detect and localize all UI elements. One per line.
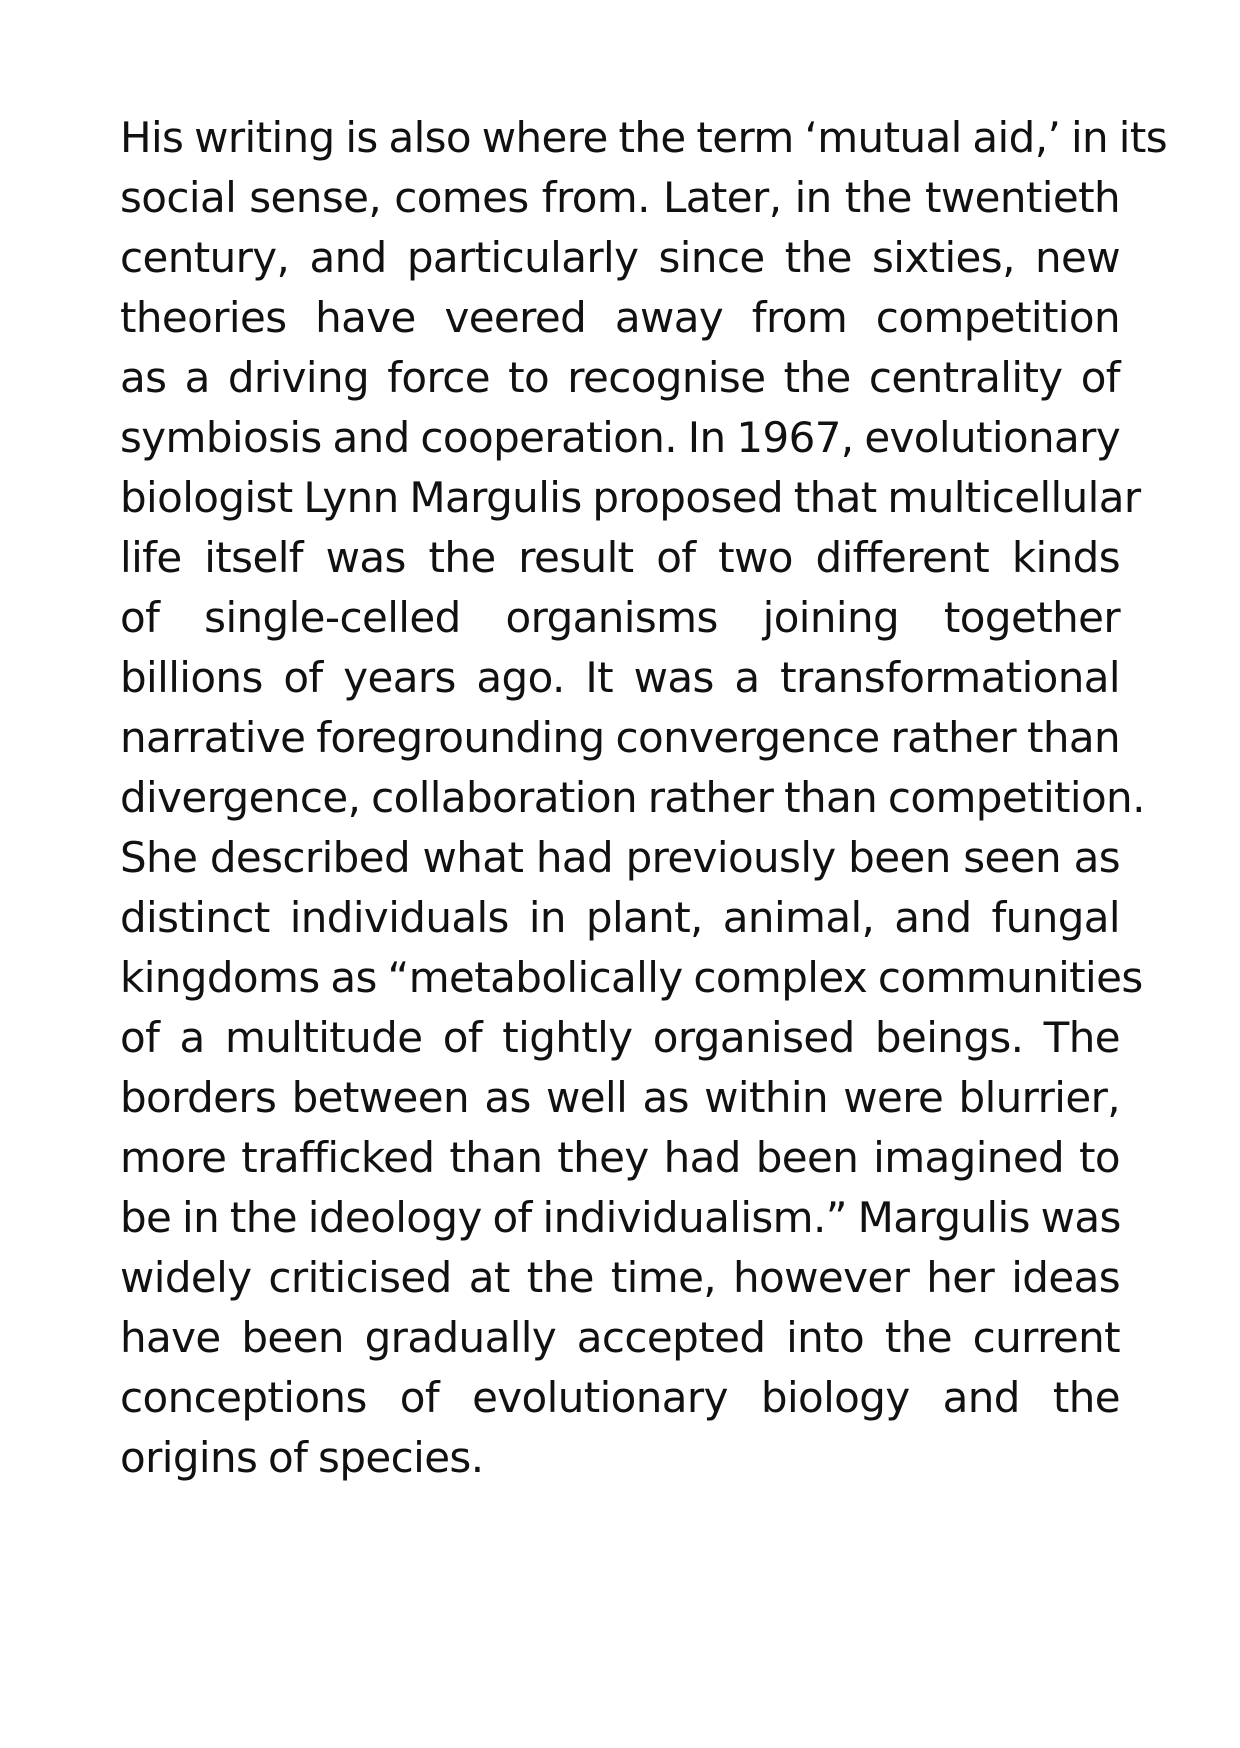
paragraph-line: kingdoms as “metabolically complex communities <box>120 953 1143 1002</box>
paragraph-line: divergence, collaboration rather than competition. <box>120 773 1145 822</box>
paragraph-line: be in the ideology of individualism.” Margulis was <box>120 1193 1121 1242</box>
paragraph-line: life itself was the result of two different kinds <box>120 533 1120 582</box>
paragraph-line: have been gradually accepted into the current <box>120 1313 1120 1362</box>
paragraph-line: century, and particularly since the sixties, new <box>120 233 1120 282</box>
paragraph-line: of single-celled organisms joining together <box>120 593 1120 642</box>
paragraph-line: symbiosis and cooperation. In 1967, evolutionary <box>120 413 1121 462</box>
paragraph-line: social sense, comes from. Later, in the twentieth <box>120 173 1120 222</box>
paragraph-line: His writing is also where the term ‘mutual aid,’ in its <box>120 113 1167 162</box>
body-paragraph <box>120 108 1167 1488</box>
paragraph-line: billions of years ago. It was a transformational <box>120 653 1120 702</box>
paragraph-line: distinct individuals in plant, animal, and fungal <box>120 893 1120 942</box>
paragraph-line: conceptions of evolutionary biology and the <box>120 1373 1120 1422</box>
paragraph-line: theories have veered away from competition <box>120 293 1120 342</box>
paragraph-line: borders between as well as within were blurrier, <box>120 1073 1120 1122</box>
paragraph-line: as a driving force to recognise the centrality of <box>120 353 1120 402</box>
paragraph-line: She described what had previously been seen as <box>120 833 1120 882</box>
paragraph-line: biologist Lynn Margulis proposed that multicellular <box>120 473 1141 522</box>
paragraph-line: origins of species. <box>120 1433 484 1482</box>
paragraph-line: narrative foregrounding convergence rather than <box>120 713 1120 762</box>
paragraph-line: more trafficked than they had been imagined to <box>120 1133 1120 1182</box>
paragraph-line: widely criticised at the time, however her ideas <box>120 1253 1120 1302</box>
paragraph-line: of a multitude of tightly organised beings. The <box>120 1013 1120 1062</box>
